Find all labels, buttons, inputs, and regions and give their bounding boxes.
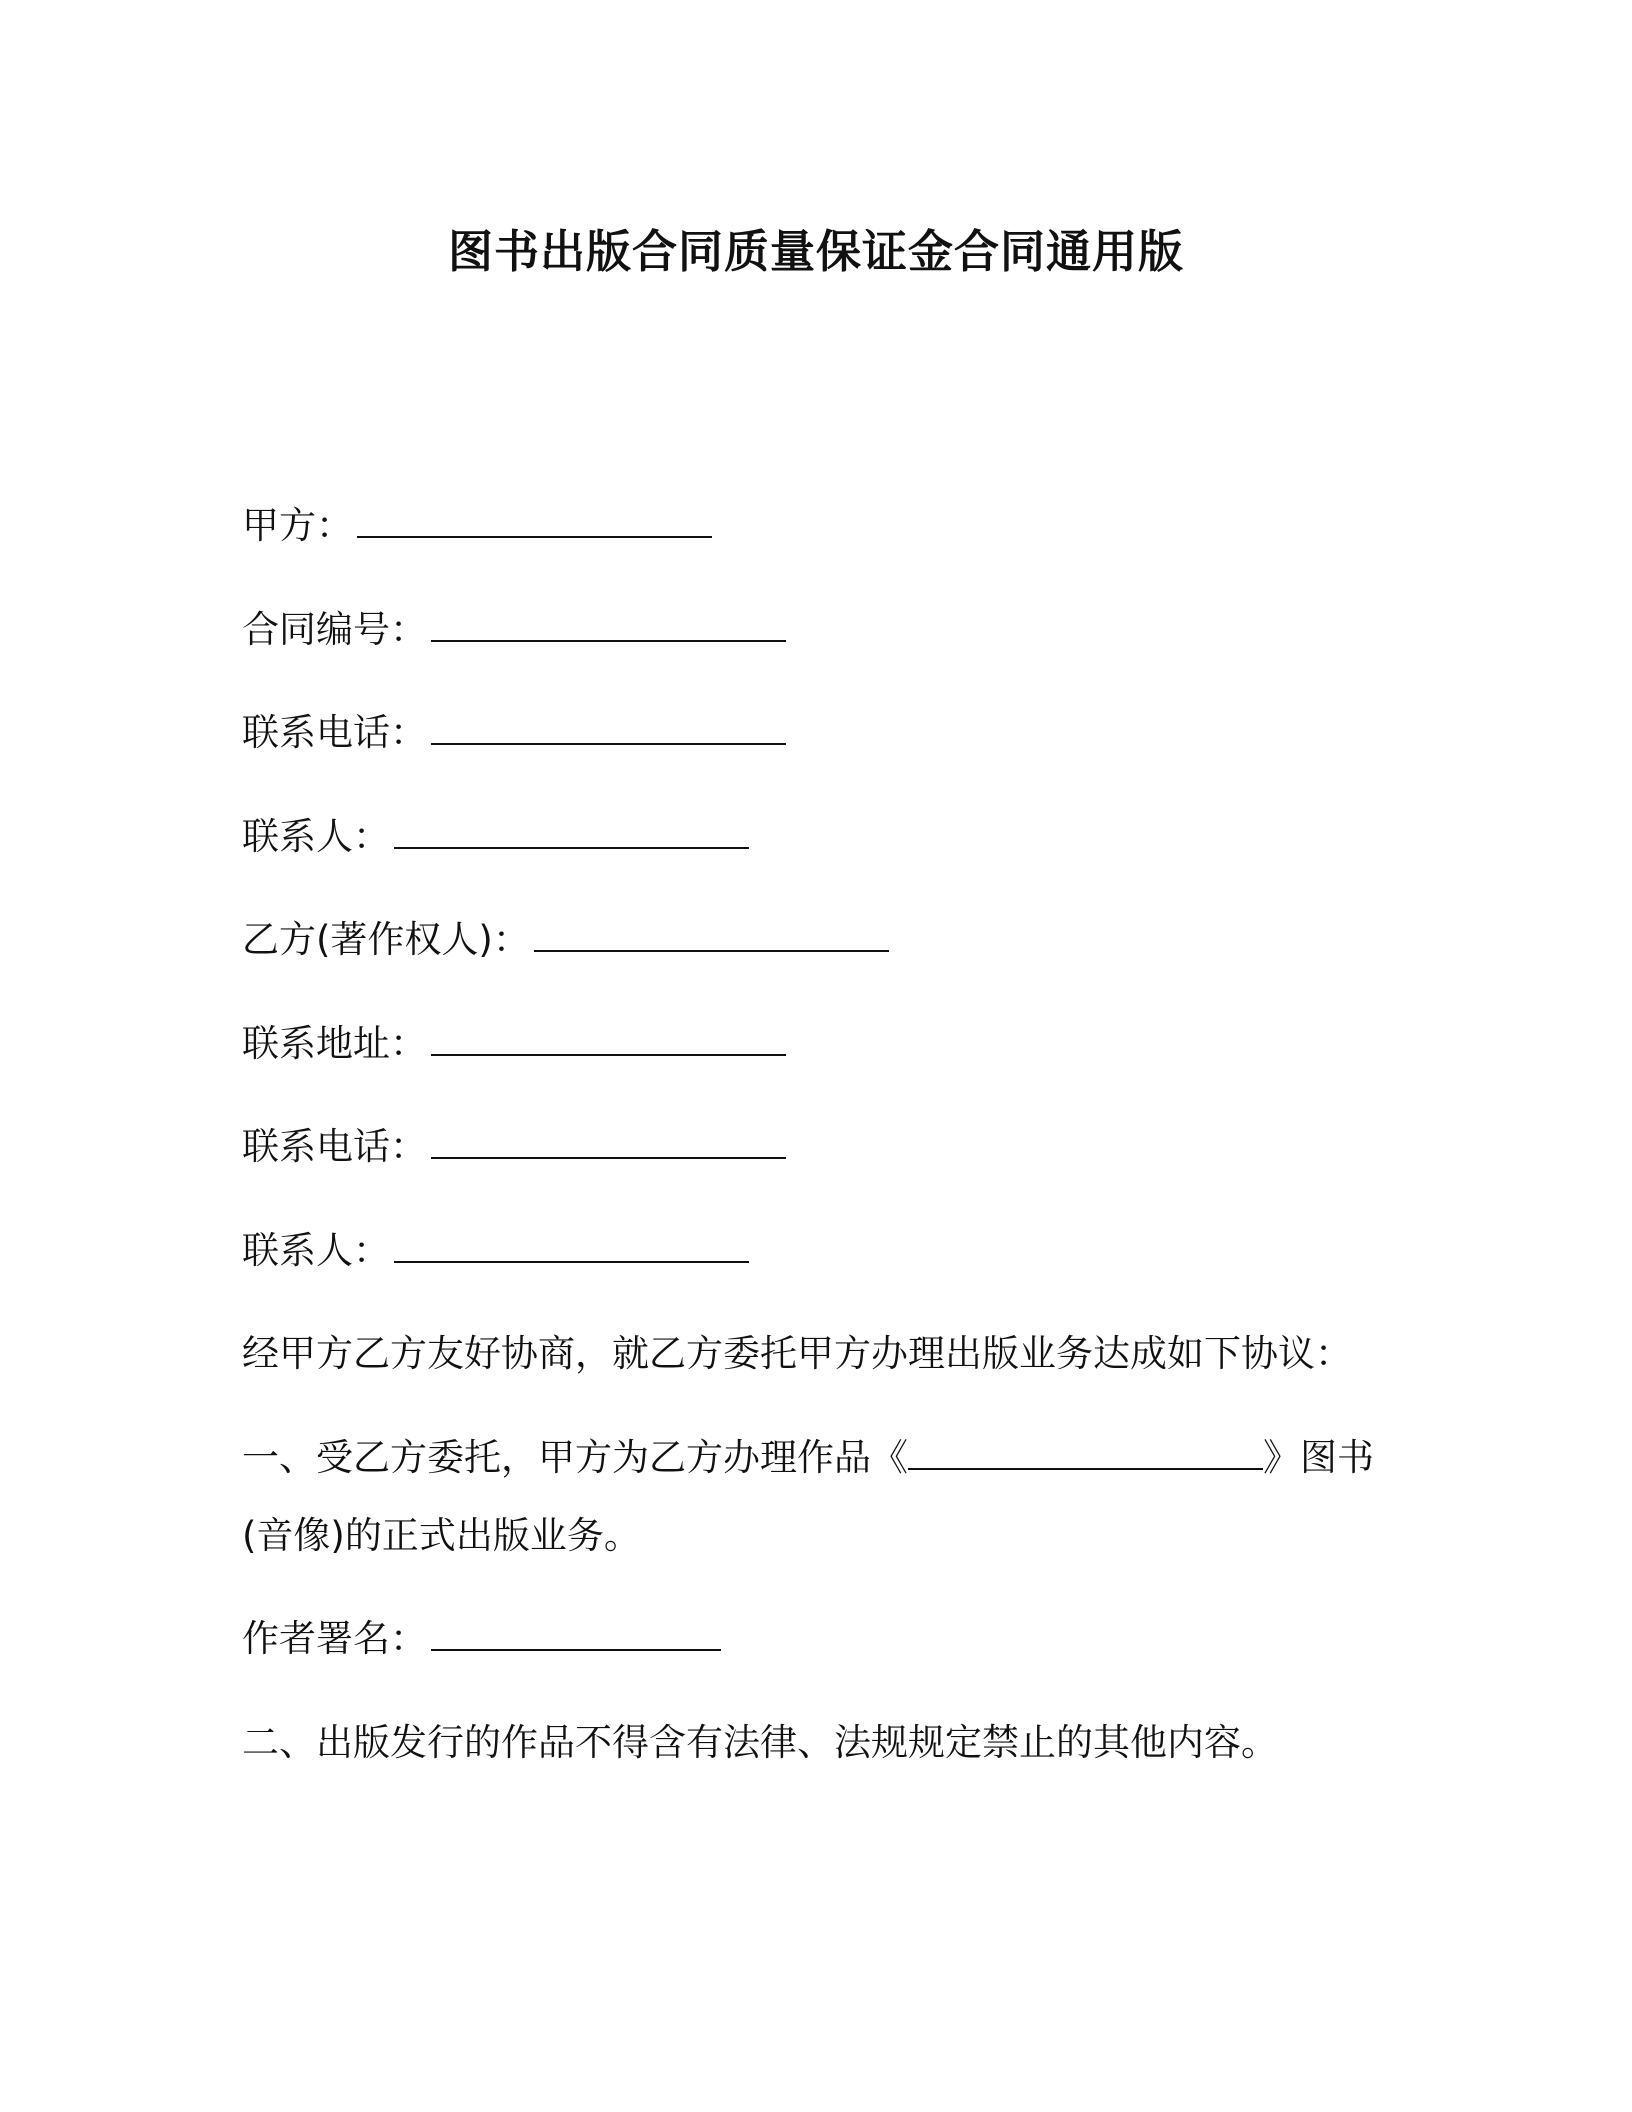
field-contract-number (242, 605, 786, 655)
fill-in-blank[interactable] (908, 1436, 1263, 1470)
clause-1-continued: (音像)的正式出版业务。 (242, 1514, 641, 1557)
field-label: 联系人： (242, 815, 390, 858)
fill-in-blank[interactable] (431, 608, 786, 642)
clause-1-text: 一、受乙方委托，甲方为乙方办理作品《 (242, 1436, 908, 1479)
field-label: 乙方(著作权人)： (242, 918, 530, 961)
field-phone-a (242, 708, 786, 758)
clause-2: 二、出版发行的作品不得含有法律、法规规定禁止的其他内容。 (242, 1721, 1278, 1764)
field-party-b (242, 915, 889, 965)
fill-in-blank[interactable] (534, 918, 889, 952)
fill-in-blank[interactable] (431, 711, 786, 745)
clause-1 (242, 1433, 1374, 1483)
document-title: 图书出版合同质量保证金合同通用版 (447, 225, 1184, 278)
fill-in-blank[interactable] (431, 1125, 786, 1159)
fill-in-blank[interactable] (394, 815, 749, 849)
field-label: 联系人： (242, 1229, 390, 1272)
fill-in-blank[interactable] (357, 504, 712, 538)
field-phone-b (242, 1122, 786, 1172)
fill-in-blank[interactable] (394, 1229, 749, 1263)
fill-in-blank[interactable] (431, 1022, 786, 1056)
field-label: 联系地址： (242, 1022, 427, 1065)
field-label: 联系电话： (242, 1125, 427, 1168)
field-author-signature (242, 1614, 721, 1664)
field-label: 作者署名： (242, 1617, 427, 1660)
field-label: 合同编号： (242, 608, 427, 651)
field-contact-a (242, 812, 749, 862)
fill-in-blank[interactable] (431, 1617, 721, 1651)
clause-1-text-end: 》图书 (1263, 1436, 1374, 1479)
field-contact-b (242, 1226, 749, 1276)
field-label: 联系电话： (242, 711, 427, 754)
field-address-b (242, 1019, 786, 1069)
field-party-a (242, 501, 712, 551)
field-label: 甲方： (242, 504, 353, 547)
intro-paragraph: 经甲方乙方友好协商，就乙方委托甲方办理出版业务达成如下协议： (242, 1332, 1352, 1375)
